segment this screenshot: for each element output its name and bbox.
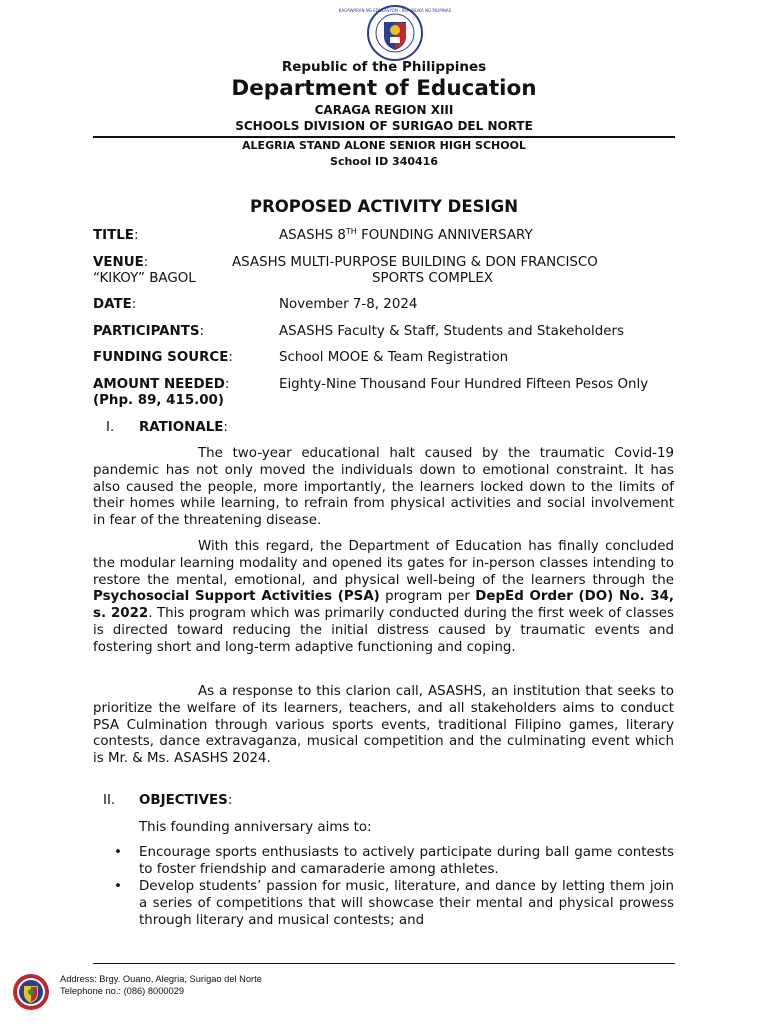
venue-value-line2-right: SPORTS COMPLEX: [372, 271, 493, 286]
amount-figure: (Php. 89, 415.00): [93, 393, 224, 408]
document-title: PROPOSED ACTIVITY DESIGN: [249, 197, 518, 216]
header-republic: Republic of the Philippines: [281, 59, 487, 75]
header-region: CARAGA REGION XIII: [314, 103, 454, 117]
header-department: Department of Education: [231, 76, 537, 101]
funding-value: School MOOE & Team Registration: [279, 350, 509, 365]
title-value: ASASHS 8TH FOUNDING ANNIVERSARY: [279, 227, 533, 243]
rationale-paragraph-3: As a response to this clarion call, ASASHS, an institution that seeks to prioritize the welfare of its learners, teachers, and all stakeholders aims to conduct PSA Culmination through various sports events, traditional Filipino games, literary contests, dance extravaganza, musical competition and the culminating event which is Mr. & Ms. ASASHS 2024.: [93, 684, 674, 767]
deped-seal-logo: [338, 4, 452, 62]
footer-address: Address: Brgy. Ouano, Alegria, Surigao del Norte: [60, 974, 262, 984]
header-division: SCHOOLS DIVISION OF SURIGAO DEL NORTE: [235, 119, 533, 133]
participants-label: PARTICIPANTS:: [93, 324, 205, 339]
amount-label: AMOUNT NEEDED:: [93, 377, 230, 392]
rationale-paragraph-1: The two-year educational halt caused by the traumatic Covid-19 pandemic has not only moved the individuals down to emotional constraint. It has also caused the people, more importantly, the learners locked down to the limits of their homes while learning, to refrain from physical activities and social involvement in fear of the threatening disease.: [93, 446, 674, 529]
participants-value: ASASHS Faculty & Staff, Students and Stakeholders: [279, 324, 624, 339]
header-school-name: ALEGRIA STAND ALONE SENIOR HIGH SCHOOL: [242, 139, 526, 152]
footer-telephone: Telephone no.: (086) 8000029: [60, 986, 185, 996]
rationale-heading: RATIONALE:: [139, 420, 228, 435]
objective-item: Encourage sports enthusiasts to actively participate during ball game contests to foster friendship and camaraderie among athletes.: [139, 845, 674, 877]
venue-value-line1: ASASHS MULTI-PURPOSE BUILDING & DON FRANCISCO: [232, 255, 598, 270]
school-seal-logo: [12, 973, 50, 1011]
objectives-number: II.: [103, 793, 116, 808]
rationale-paragraph-2: With this regard, the Department of Education has finally concluded the modular learning modality and opened its gates for in-person classes intending to restore the mental, emotional, and physical well-being of the learners through the Psychosocial Support Activities (PSA) program per DepEd Order (DO) No. 34, s. 2022. This program which was primarily conducted during the first week of classes is directed toward reducing the initial distress caused by traumatic events and fostering short and long-term adaptive functioning and coping.: [93, 539, 675, 655]
amount-value: Eighty-Nine Thousand Four Hundred Fifteen Pesos Only: [279, 377, 649, 392]
funding-label: FUNDING SOURCE:: [93, 350, 233, 365]
title-label: TITLE:: [93, 228, 139, 243]
svg-text:KAGAWARAN NG EDUKASYON · REPUB: KAGAWARAN NG EDUKASYON · REPUBLIKA NG PILIPINAS: [338, 8, 452, 13]
date-value: November 7-8, 2024: [279, 297, 418, 312]
bullet-icon: •: [114, 879, 122, 894]
objectives-intro: This founding anniversary aims to:: [139, 820, 372, 835]
footer-divider: [93, 963, 675, 964]
venue-value-line2-left: “KIKOY” BAGOL: [93, 271, 196, 286]
date-label: DATE:: [93, 297, 137, 312]
bullet-icon: •: [114, 845, 122, 860]
objectives-heading: OBJECTIVES:: [139, 793, 233, 808]
venue-label: VENUE:: [93, 255, 149, 270]
header-school-id: School ID 340416: [330, 155, 438, 168]
rationale-number: I.: [106, 420, 115, 435]
header-divider: [93, 136, 675, 138]
objective-item: Develop students’ passion for music, literature, and dance by letting them join a series of competitions that will showcase their mental and physical prowess through literary and musical contests; and: [139, 879, 674, 928]
